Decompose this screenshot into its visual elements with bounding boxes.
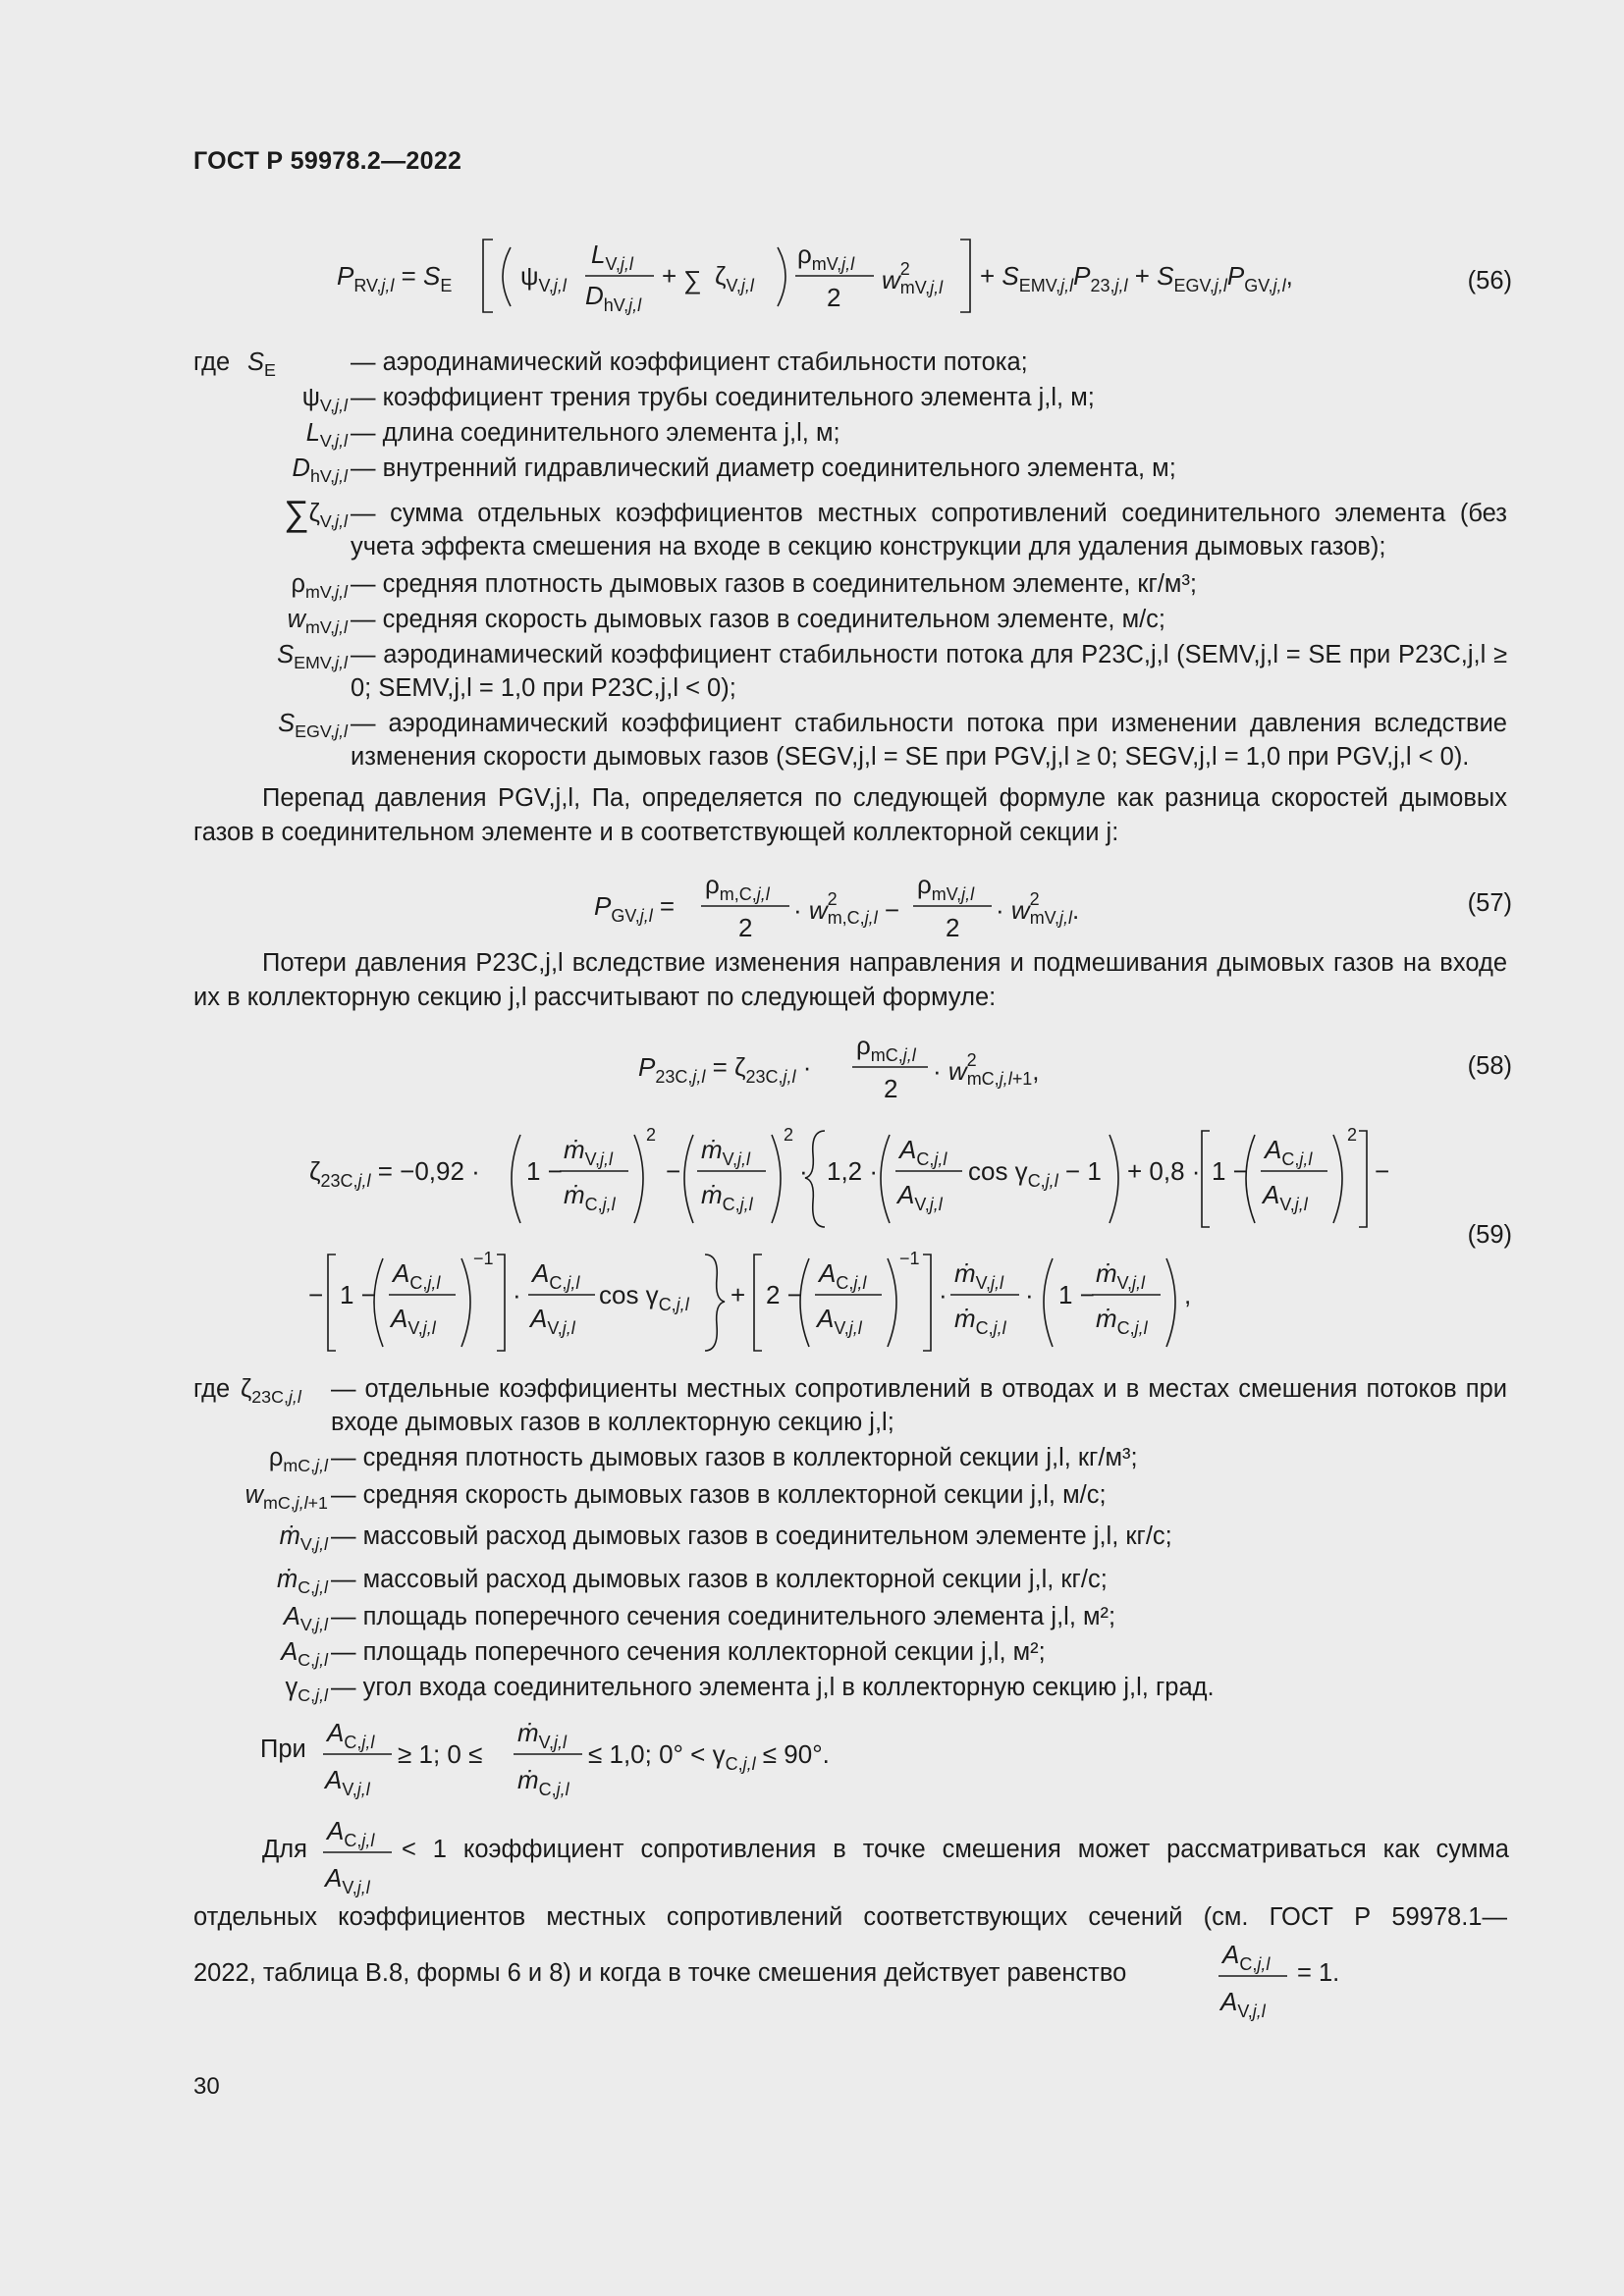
equation-59 bbox=[196, 1107, 1512, 1355]
glossary-desc: — площадь поперечного сечения соединительного элемента j,l, м²; bbox=[331, 1603, 1116, 1630]
symbol-sum-zeta: $\sum\zeta_{V,j,l}$ bbox=[283, 493, 348, 533]
svg-text:ṁC,j,l: ṁ$_{C,}$j,l bbox=[517, 1765, 569, 1799]
svg-text:AV,j,l: $A_{V,}j,l$ bbox=[1220, 1987, 1266, 2021]
svg-text:AV,j,l: $A_{V,}j,l$ bbox=[1263, 1180, 1308, 1214]
svg-text:AC,j,l: $A_{C,}j,l$ bbox=[327, 1816, 375, 1850]
svg-text:∑: ∑ bbox=[683, 265, 702, 294]
symbol-mdot-c: ṁ$_{C,j,l}$ bbox=[277, 1566, 328, 1598]
svg-text:AV,j,l: $A_{V,}j,l$ bbox=[325, 1863, 370, 1897]
symbol-dh: $D_{hV,j,l}$ bbox=[292, 454, 348, 487]
svg-text:ṁC,j,l: ṁ$_{C,}$j,l bbox=[564, 1180, 616, 1214]
glossary-desc: — средняя плотность дымовых газов в коллекторной секции j,l, кг/м³; bbox=[331, 1444, 1138, 1471]
glossary-desc: — массовый расход дымовых газов в соединительном элементе j,l, кг/с; bbox=[331, 1522, 1172, 1550]
svg-text:2: 2 bbox=[784, 1125, 794, 1145]
glossary-desc: — аэродинамический коэффициент стабильности потока; bbox=[351, 348, 1028, 376]
svg-text:DhV,j,l: $D_{hV,}j,l$ bbox=[585, 281, 642, 315]
svg-text:ζ23C,j,l = −0,92 ·: $\zeta_{23C,}j,l = -0,92$ · bbox=[309, 1156, 480, 1191]
svg-text:−: − bbox=[666, 1156, 681, 1186]
glossary-desc: — коэффициент трения трубы соединительного элемента j,l, м; bbox=[351, 384, 1095, 411]
glossary-desc: — средняя скорость дымовых газов в соединительном элементе, м/с; bbox=[351, 606, 1166, 633]
symbol-semv: $S_{EMV,j,l}$ bbox=[277, 641, 348, 673]
symbol-w-mc: $w_{mC,j,l+1}$ bbox=[244, 1481, 328, 1514]
glossary-item bbox=[193, 381, 1509, 416]
symbol-a-c: $A_{C,j,l}$ bbox=[281, 1638, 328, 1671]
page-number: 30 bbox=[193, 2073, 220, 2100]
svg-text:2: 2 bbox=[827, 283, 841, 312]
glossary-item bbox=[193, 1441, 1509, 1478]
svg-text:≤ 1,0; 0° < γC,j,l ≤ 90°.: ≤ 1,0; $0^\circ < \gamma_{C,}j,l \le 90^\circ$. bbox=[588, 1739, 830, 1774]
glossary-item bbox=[193, 1372, 1509, 1441]
svg-text:AC,j,l: $A_{C,}j,l$ bbox=[1265, 1135, 1313, 1169]
glossary-item bbox=[193, 638, 1509, 707]
final-paragraph-line1 bbox=[193, 1808, 1509, 1896]
svg-text:ρmC,j,l: $\rho_{mC,}j,l$ bbox=[856, 1031, 916, 1065]
svg-text:AC,j,l: $A_{C,}j,l$ bbox=[819, 1258, 867, 1293]
glossary-item bbox=[193, 1635, 1509, 1671]
glossary-where: где bbox=[193, 348, 231, 376]
paragraph-pressure-drop: Перепад давления PGV,j,l, Па, определяется по следующей формуле как разница скоростей дымовых газов в соединительном элементе и в соответствующей коллекторной секции j: bbox=[193, 784, 1507, 846]
glossary-item bbox=[193, 1671, 1509, 1706]
symbol-zeta23c: $\zeta_{23C,j,l}$ bbox=[241, 1375, 301, 1408]
glossary-1 bbox=[193, 346, 1509, 775]
symbol-l: $L_{V,j,l}$ bbox=[305, 419, 348, 452]
symbol-rho: $\rho_{mV,j,l}$ bbox=[291, 570, 348, 603]
svg-text:AV,j,l: $A_{V,}j,l$ bbox=[391, 1304, 436, 1338]
svg-text:PGV,j,l =: $P_{GV,}j,l$ = bbox=[594, 891, 676, 926]
symbol-segv: $S_{EGV,j,l}$ bbox=[278, 710, 348, 742]
svg-text:ρm,C,j,l: $\rho_{m,C,}j,l$ bbox=[705, 870, 770, 904]
symbol-se: $S_E$ bbox=[247, 348, 276, 381]
glossary-item bbox=[193, 346, 1509, 381]
paragraph-pressure-loss: Потери давления P23C,j,l вследствие изменения направления и подмешивания дымовых газов на входе их в коллекторную секцию j,l рассчитывают по следующей формуле: bbox=[193, 949, 1507, 1011]
svg-text:ζV,j,l: $\zeta_{V,}j,l$ bbox=[715, 261, 754, 295]
svg-text:−1: −1 bbox=[473, 1249, 494, 1268]
svg-text:cos γC,j,l: $\cos \gamma_{C,}j,l$ bbox=[599, 1280, 689, 1314]
svg-text:ρmV,j,l: $\rho_{mV,}j,l$ bbox=[797, 240, 855, 274]
svg-text:ψV,j,l: $\psi_{V,}j,l$ bbox=[520, 261, 567, 295]
glossary-desc: — отдельные коэффициенты местных сопротивлений в отводах и в местах смешения потоков при входе дымовых газов в коллекторную секцию j,l; bbox=[331, 1375, 1507, 1436]
svg-text:·: · bbox=[513, 1280, 521, 1309]
svg-text:ṁC,j,l: ṁ$_{C,}$j,l bbox=[701, 1180, 753, 1214]
svg-text:·: · bbox=[1025, 1280, 1034, 1309]
glossary-desc: — сумма отдельных коэффициентов местных сопротивлений соединительного элемента (без учета эффекта смешения на входе в секцию конструкции для удаления дымовых газов); bbox=[351, 500, 1507, 561]
svg-text:LV,j,l: $L_{V,}j,l$ bbox=[591, 240, 633, 274]
svg-text:AV,j,l: $A_{V,}j,l$ bbox=[817, 1304, 862, 1338]
svg-text:1 −: 1 − bbox=[1058, 1280, 1095, 1309]
svg-text:AC,j,l: $A_{C,}j,l$ bbox=[327, 1718, 375, 1752]
svg-text:ṁV,j,l: ṁ$_{V,}$j,l bbox=[1096, 1258, 1146, 1293]
equation-58 bbox=[196, 1027, 1512, 1105]
equation-56-formula bbox=[196, 228, 1473, 316]
svg-text:1,2 ·: 1,2 · bbox=[827, 1156, 879, 1186]
glossary-item bbox=[193, 493, 1509, 567]
svg-text:+: + bbox=[662, 261, 677, 291]
final-paragraph-line3 bbox=[193, 1936, 1509, 2024]
glossary-item bbox=[193, 1563, 1509, 1600]
svg-text:AV,j,l: $A_{V,}j,l$ bbox=[325, 1765, 370, 1799]
svg-text:2: 2 bbox=[884, 1074, 898, 1103]
symbol-w: $w_{mV,j,l}$ bbox=[287, 606, 348, 638]
glossary-desc: — аэродинамический коэффициент стабильности потока для P23C,j,l (SEMV,j,l = SE при P23C,j,l ≥ 0; SEMV,j,l = 1,0 при P23C,j,l < 0); bbox=[351, 641, 1507, 702]
svg-text:−1: −1 bbox=[899, 1249, 920, 1268]
svg-text:AV,j,l: $A_{V,}j,l$ bbox=[897, 1180, 943, 1214]
svg-text:· w2m,C,j,l −: · $w^2$ m,C,j,l − bbox=[793, 889, 900, 928]
svg-text:ṁV,j,l: ṁ$_{V,}$j,l bbox=[701, 1135, 751, 1169]
final-lead: Для bbox=[262, 1836, 307, 1863]
glossary-desc: — площадь поперечного сечения коллекторной секции j,l, м²; bbox=[331, 1638, 1046, 1666]
symbol-mdot-v: ṁ$_{V,j,l}$ bbox=[279, 1522, 328, 1555]
svg-text:AC,j,l: $A_{C,}j,l$ bbox=[1222, 1940, 1271, 1974]
condition-line bbox=[260, 1712, 1144, 1800]
equation-59-formula bbox=[196, 1107, 1473, 1355]
svg-text:P23C,j,l = ζ23C,j,l ·: $P_{23C,}j,l = \zeta_{23C,}j,l$ · bbox=[638, 1052, 812, 1087]
glossary-item bbox=[193, 1478, 1509, 1520]
glossary-item bbox=[193, 567, 1509, 603]
final-text-3: 2022, таблица В.8, формы 6 и 8) и когда в точке смешения действует равенство bbox=[193, 1959, 1127, 1987]
svg-text:−: − bbox=[308, 1280, 324, 1309]
symbol-psi: $\psi_{V,j,l}$ bbox=[301, 384, 348, 416]
svg-text:2: 2 bbox=[738, 913, 753, 942]
glossary-item bbox=[193, 603, 1509, 638]
glossary-item bbox=[193, 452, 1509, 497]
svg-text:+: + bbox=[731, 1280, 746, 1309]
glossary-desc: — внутренний гидравлический диаметр соединительного элемента, м; bbox=[351, 454, 1176, 482]
svg-text:· w2mV,j,l.: · $w^2$ mV,j,l. bbox=[996, 889, 1080, 928]
svg-text:w2mV,j,l: $w^2$ mV,j,l bbox=[882, 259, 944, 297]
svg-text:ρmV,j,l: $\rho_{mV,}j,l$ bbox=[917, 870, 975, 904]
svg-text:1 −: 1 − bbox=[340, 1280, 376, 1309]
svg-text:+ 0,8 ·: + 0,8 · bbox=[1127, 1156, 1201, 1186]
final-eq-one: = 1. bbox=[1297, 1959, 1340, 1987]
svg-text:ṁC,j,l: ṁ$_{C,}$j,l bbox=[954, 1304, 1006, 1338]
svg-text:,: , bbox=[1184, 1280, 1192, 1309]
equation-58-formula bbox=[196, 1027, 1473, 1105]
svg-text:·: · bbox=[939, 1280, 947, 1309]
svg-text:· w2mC,j,l+1,: · $w^2$ mC,j,l+1, bbox=[933, 1050, 1040, 1089]
svg-text:2: 2 bbox=[646, 1125, 657, 1145]
document-header: ГОСТ Р 59978.2—2022 bbox=[193, 147, 462, 175]
svg-text:AC,j,l: $A_{C,}j,l$ bbox=[393, 1258, 441, 1293]
svg-text:AC,j,l: $A_{C,}j,l$ bbox=[532, 1258, 580, 1293]
svg-text:ṁV,j,l: ṁ$_{V,}$j,l bbox=[954, 1258, 1004, 1293]
condition-lead: При bbox=[260, 1735, 306, 1763]
glossary-desc: — угол входа соединительного элемента j,l в коллекторную секцию j,l, град. bbox=[331, 1674, 1215, 1701]
equation-56 bbox=[196, 228, 1512, 316]
glossary-desc: — массовый расход дымовых газов в коллекторной секции j,l, кг/с; bbox=[331, 1566, 1108, 1593]
svg-text:ṁV,j,l: ṁ$_{V,}$j,l bbox=[517, 1718, 568, 1752]
svg-text:cos γC,j,l − 1: $\cos \gamma_{C,}j,l - 1$ bbox=[968, 1156, 1102, 1191]
svg-text:≥ 1; 0 ≤: ≥ 1; 0 ≤ bbox=[398, 1739, 483, 1769]
glossary-desc: — длина соединительного элемента j,l, м; bbox=[351, 419, 840, 447]
glossary-item bbox=[193, 1520, 1509, 1563]
glossary-desc: — аэродинамический коэффициент стабильности потока при изменении давления вследствие изменения скорости дымовых газов (SEGV,j,l = SE при PGV,j,l ≥ 0; SEGV,j,l = 1,0 при PGV,j,l < 0). bbox=[351, 710, 1507, 771]
glossary-where: где bbox=[193, 1375, 231, 1403]
svg-text:PRV,j,l = SE: $P_{RV,}j,l = S_E$ bbox=[337, 261, 453, 295]
condition-formula bbox=[260, 1712, 1144, 1800]
svg-text:ṁC,j,l: ṁ$_{C,}$j,l bbox=[1096, 1304, 1148, 1338]
equation-number: (58) bbox=[1467, 1052, 1512, 1080]
glossary-item bbox=[193, 707, 1509, 775]
final-paragraph-line2: отдельных коэффициентов местных сопротивлений соответствующих сечений (см. ГОСТ Р 59978.1— bbox=[193, 1903, 1507, 1931]
symbol-gamma: $\gamma_{C,j,l}$ bbox=[285, 1674, 328, 1706]
glossary-item bbox=[193, 1600, 1509, 1635]
svg-text:2 −: 2 − bbox=[766, 1280, 802, 1309]
svg-text:1 −: 1 − bbox=[1212, 1156, 1248, 1186]
svg-text:AV,j,l: $A_{V,}j,l$ bbox=[530, 1304, 575, 1338]
svg-text:+ SEMV,j,lP23,j,l + SEGV,j,lPG: + $S_{EMV,}j,lP_{23,}j,l + S_{EGV,}j,lP_{GV,}j,l$, bbox=[980, 261, 1293, 295]
glossary-2 bbox=[193, 1372, 1509, 1706]
svg-text:−: − bbox=[1375, 1156, 1390, 1186]
final-text-1: < 1 коэффициент сопротивления в точке смешения может рассматриваться как сумма bbox=[402, 1836, 1509, 1863]
svg-text:AC,j,l: $A_{C,}j,l$ bbox=[899, 1135, 947, 1169]
svg-text:ṁV,j,l: ṁ$_{V,}$j,l bbox=[564, 1135, 614, 1169]
symbol-a-v: $A_{V,j,l}$ bbox=[283, 1603, 328, 1635]
equation-57 bbox=[196, 864, 1512, 942]
glossary-desc: — средняя скорость дымовых газов в коллекторной секции j,l, м/с; bbox=[331, 1481, 1107, 1509]
equation-57-formula bbox=[196, 864, 1473, 942]
equation-number: (56) bbox=[1467, 267, 1512, 294]
svg-text:1 −: 1 − bbox=[526, 1156, 563, 1186]
glossary-desc: — средняя плотность дымовых газов в соединительном элементе, кг/м³; bbox=[351, 570, 1198, 598]
svg-text:2: 2 bbox=[946, 913, 960, 942]
glossary-item bbox=[193, 416, 1509, 452]
equation-number: (57) bbox=[1467, 889, 1512, 917]
symbol-rho-mc: $\rho_{mC,j,l}$ bbox=[268, 1444, 328, 1476]
svg-text:·: · bbox=[799, 1156, 808, 1186]
svg-text:2: 2 bbox=[1347, 1125, 1358, 1145]
equation-number: (59) bbox=[1467, 1221, 1512, 1249]
